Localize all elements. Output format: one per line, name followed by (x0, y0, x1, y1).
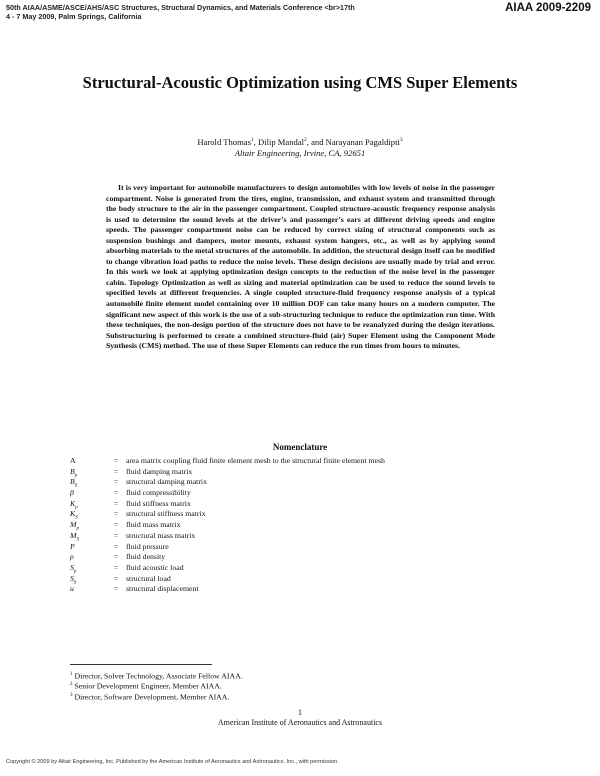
symbol-subscript: S (75, 515, 78, 521)
nomenclature-description: fluid stiffness matrix (126, 498, 191, 508)
symbol-base: P (70, 541, 75, 551)
nomenclature-row (70, 488, 540, 499)
paper-id: AIAA 2009-2209 (505, 2, 591, 14)
nomenclature-symbol (70, 531, 114, 542)
symbol-base: B (70, 477, 75, 487)
symbol-base: M (70, 520, 77, 530)
nomenclature-row (70, 542, 540, 553)
nomenclature-description: fluid density (126, 552, 166, 562)
footnote-text: Director, Solver Technology, Associate Fellow AIAA. (74, 671, 243, 681)
symbol-base: M (70, 530, 77, 540)
author-footnote-mark: 1 (250, 137, 254, 143)
nomenclature-row (70, 456, 540, 467)
symbol-subscript: S (74, 483, 78, 489)
nomenclature-symbol (70, 456, 114, 467)
symbol-subscript: S (76, 537, 79, 543)
conference-line-1: 50th AIAA/ASME/ASCE/AHS/ASC Structures, Structural Dynamics, and Materials Conference <br>17th (6, 3, 355, 12)
nomenclature-description: area matrix coupling fluid finite element mesh to the structural finite element mesh (126, 456, 385, 465)
nomenclature-description: fluid damping matrix (126, 466, 193, 476)
nomenclature-symbol (70, 509, 114, 520)
nomenclature-row (70, 531, 540, 542)
symbol-base: K (70, 498, 76, 508)
symbol-base: ρ (70, 552, 74, 562)
author-name: Narayanan Pagaldipti (325, 136, 400, 147)
nomenclature-row (70, 499, 540, 510)
nomenclature-description: structural damping matrix (126, 477, 207, 487)
equals-sign: = (114, 488, 119, 498)
equals-sign: = (114, 456, 119, 465)
paper-title: Structural-Acoustic Optimization using CMS Super Elements (82, 73, 518, 92)
nomenclature-row (70, 552, 540, 563)
nomenclature-symbol (70, 584, 114, 595)
nomenclature-description: fluid compressibility (126, 488, 191, 498)
footnote-mark: 1 (70, 672, 73, 677)
equals-sign: = (114, 530, 119, 540)
nomenclature-symbol (70, 574, 114, 585)
nomenclature-row (70, 520, 540, 531)
nomenclature-symbol (70, 488, 114, 499)
nomenclature-row (70, 509, 540, 520)
author-separator: , and (306, 136, 326, 147)
affiliation: Altair Engineering, Irvine, CA, 92651 (234, 147, 366, 158)
footnote (70, 670, 243, 680)
symbol-base: β (70, 488, 74, 498)
equals-sign: = (114, 552, 119, 562)
symbol-base: B (70, 466, 75, 476)
nomenclature-symbol (70, 552, 114, 563)
page-number: 1 (298, 708, 302, 717)
author-separator: , (253, 136, 258, 147)
footnote-text: Senior Development Engineer, Member AIAA. (74, 681, 222, 691)
equals-sign: = (114, 498, 119, 508)
nomenclature-description: structural mass matrix (126, 530, 196, 540)
nomenclature-description: structural load (126, 573, 171, 583)
footnote (70, 680, 243, 690)
nomenclature-description: fluid mass matrix (126, 520, 181, 530)
equals-sign: = (114, 573, 119, 583)
symbol-subscript: p (73, 569, 77, 575)
nomenclature-symbol (70, 467, 114, 478)
symbol-base: u (70, 584, 74, 594)
author-list (60, 135, 540, 148)
author-block (60, 135, 540, 159)
equals-sign: = (114, 509, 119, 519)
footnote-text: Director, Software Development, Member AIAA. (74, 692, 230, 702)
nomenclature-symbol (70, 563, 114, 574)
footnote (70, 691, 243, 701)
symbol-subscript: p (76, 526, 79, 532)
nomenclature-description: structural displacement (126, 584, 199, 594)
nomenclature-row (70, 477, 540, 488)
nomenclature-row (70, 563, 540, 574)
equals-sign: = (114, 584, 119, 594)
conference-line-2: 4 - 7 May 2009, Palm Springs, California (6, 12, 142, 21)
symbol-base: K (70, 509, 76, 519)
conference-header (6, 3, 355, 21)
author-name: Dilip Mandal (257, 136, 305, 147)
nomenclature-row (70, 574, 540, 585)
author-name: Harold Thomas (197, 136, 251, 147)
equals-sign: = (114, 477, 119, 487)
footnote-divider (70, 664, 212, 665)
equals-sign: = (114, 466, 119, 476)
symbol-base: S (70, 573, 74, 583)
footnote-mark: 3 (70, 692, 73, 698)
institute-name: American Institute of Aeronautics and Astronautics (217, 718, 383, 727)
symbol-subscript: p (74, 473, 78, 479)
nomenclature-list (70, 456, 540, 595)
nomenclature-symbol (70, 477, 114, 488)
equals-sign: = (114, 541, 119, 551)
author-footnote-mark: 3 (399, 137, 403, 143)
nomenclature-row (70, 467, 540, 478)
nomenclature-symbol (70, 542, 114, 553)
symbol-base: S (70, 562, 74, 572)
footnote-mark: 2 (70, 682, 73, 688)
symbol-subscript: p (75, 505, 78, 511)
nomenclature-symbol (70, 499, 114, 510)
nomenclature-description: structural stiffness matrix (126, 509, 206, 519)
nomenclature-heading: Nomenclature (272, 442, 328, 452)
copyright-notice: Copyright © 2009 by Altair Engineering, Inc. Published by the American Institute of Aeronautics and Astronautics, Inc., with permission. (6, 759, 339, 765)
author-footnote-mark: 2 (304, 137, 307, 143)
nomenclature-row (70, 584, 540, 595)
nomenclature-description: fluid acoustic load (126, 562, 184, 572)
abstract: It is very important for automobile manufacturers to design automobiles with low levels of noise in the passenger compartment. Noise is generated from the tires, engine, transmission, and exhaust system and transmitted through the body structure to the air in the passenger compartment. Coupled structure-acoustic frequency response analysis is used to determine the sound levels at the driver’s and passenger’s ears at different driving speeds and engine speeds. The passenger compartment noise can be reduced by correct sizing of structural components such as suspension bushings and dampers, motor mounts, exhaust system hangers, etc., as well as by applying sound absorbing materials to the metal structures of the automobile. In addition, the structural design itself can be modified to change vibration load paths to reduce the noise levels. These design decisions are usually made by trial and error. In this work we look at applying optimization design concepts to the reduction of the noise level in the passenger cabin. Topology Optimization as well as sizing and material optimization can be used to reduce the sound levels to specified levels at different frequencies. A single coupled structure-fluid frequency response analysis of a typical automobile finite element model containing over 10 million DOF can take many hours on a modern computer. The significant new aspect of this work is the use of a sub-structuring technique to reduce the optimization run time. With these techniques, the non-design portion of the structure does not have to be reanalyzed during the design iterations. Substructuring is performed to create a combined structure-fluid (air) Super Element using the Component Mode Synthesis (CMS) method. The use of these Super Elements can reduce the run times from hours to minutes. (106, 183, 495, 351)
nomenclature-description: fluid pressure (126, 541, 169, 551)
symbol-base: A (70, 456, 76, 465)
symbol-subscript: S (73, 580, 77, 586)
nomenclature-symbol (70, 520, 114, 531)
equals-sign: = (114, 520, 119, 530)
equals-sign: = (114, 562, 119, 572)
footnotes (70, 670, 243, 701)
